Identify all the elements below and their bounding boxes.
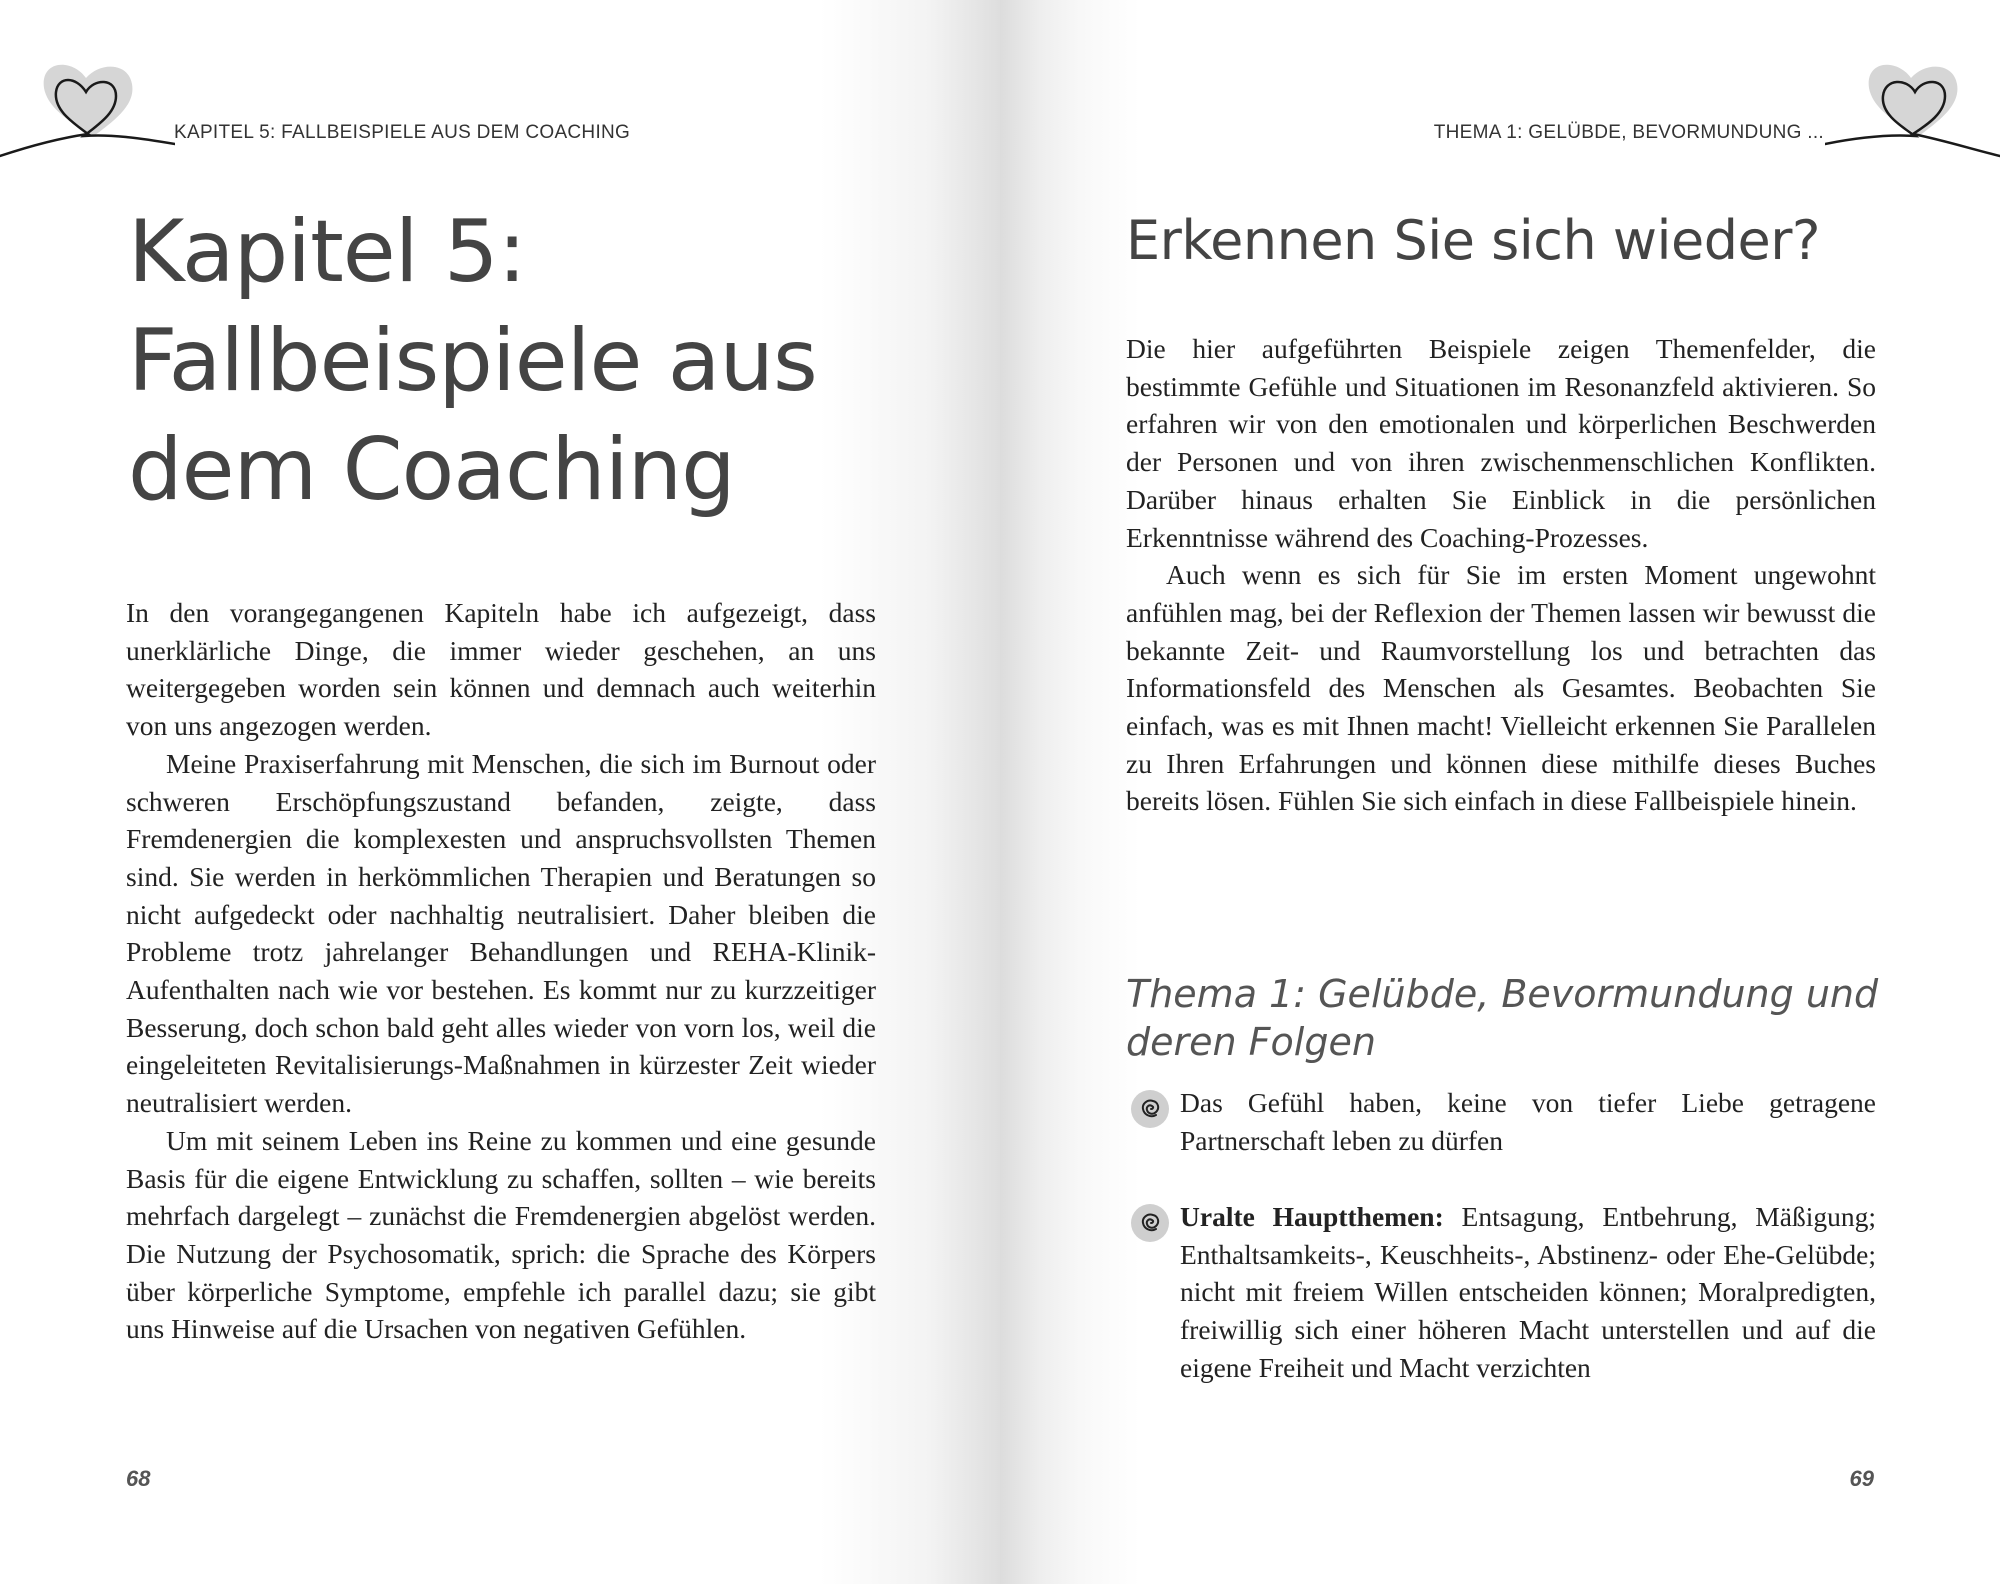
paragraph: Meine Praxiserfahrung mit Menschen, die sich im Burnout oder schweren Erschöpfungszustand befanden, zeigte, dass Fremdenergien die komplexesten und anspruchsvollsten Themen sind. Sie werden in herkömmlichen Therapien und Beratungen so nicht aufgedeckt oder nachhaltig neutralisiert. Daher bleiben die Probleme trotz jahrelanger Behandlungen und REHA-Klinik-Aufenthalten nach wie vor bestehen. Es kommt nur zu kurzzeitiger Besserung, doch schon bald geht alles wieder von vorn los, weil die eingeleiteten Revitalisierungs-Maßnahmen in kürzester Zeit wieder neutralisiert werden. <box>126 747 876 1119</box>
subsection-title-line-1: Thema 1: Gelübde, Bevormundung und <box>1126 972 1879 1016</box>
paragraph: In den vorangegangenen Kapiteln habe ich aufgezeigt, dass unerklärliche Dinge, die immer wieder geschehen, an uns weitergegeben worden sein können und demnach auch weiterhin von uns angezogen werden. <box>126 597 876 742</box>
page-number-right: 69 <box>1849 1466 1874 1491</box>
heart-line-icon <box>1825 40 2000 170</box>
bullet-text: Das Gefühl haben, keine von tiefer Liebe getragene Partnerschaft leben zu dürfen <box>1180 1087 1876 1156</box>
bullet-item <box>1126 1198 1876 1387</box>
chapter-title <box>128 198 817 525</box>
left-body-text <box>126 594 876 1348</box>
paragraph: Die hier aufgeführten Beispiele zeigen Themenfelder, die bestimmte Gefühle und Situationen im Resonanzfeld aktivieren. So erfahren wir von den emotionalen und körperlichen Beschwerden der Personen und von ihren zwischenmenschlichen Konflikten. Darüber hinaus erhalten Sie Einblick in die persönlichen Erkenntnisse während des Coaching-Prozesses. <box>1126 333 1876 553</box>
bullet-body: Entsagung, Entbehrung, Mäßigung; Enthaltsamkeits-, Keuschheits-, Abstinenz- oder Ehe-Gelübde; nicht mit freiem Willen entscheiden können; Moralpredigten, freiwillig sich einer höheren Macht unterstellen und auf die eigene Freiheit und Macht verzichten <box>1180 1201 1876 1383</box>
spiral-icon <box>1129 1201 1173 1245</box>
chapter-title-line-3: dem Coaching <box>128 420 735 520</box>
section-title: Erkennen Sie sich wieder? <box>1126 209 1821 272</box>
bullet-label: Uralte Hauptthemen: <box>1180 1201 1444 1232</box>
heart-line-icon <box>0 40 175 170</box>
right-page <box>1000 0 2000 1584</box>
right-body-text <box>1126 330 1876 820</box>
bullet-item <box>1126 1084 1876 1159</box>
bullet-text <box>1180 1198 1876 1387</box>
chapter-title-line-2: Fallbeispiele aus <box>128 311 817 411</box>
page-number-left: 68 <box>126 1466 151 1491</box>
running-head-left: KAPITEL 5: FALLBEISPIELE AUS DEM COACHING <box>174 122 631 143</box>
paragraph: Um mit seinem Leben ins Reine zu kommen und eine gesunde Basis für die eigene Entwicklung zu schaffen, sollten – wie bereits mehrfach dargelegt – zunächst die Fremdenergien abgelöst werden. Die Nutzung der Psychosomatik, sprich: die Sprache des Körpers über körperliche Symptome, empfehle ich parallel dazu; sie gibt uns Hinweise auf die Ursachen von negativen Gefühlen. <box>126 1124 876 1345</box>
chapter-title-line-1: Kapitel 5: <box>128 202 526 302</box>
subsection-title <box>1126 970 1878 1066</box>
spiral-icon <box>1129 1087 1173 1131</box>
subsection-title-line-2: deren Folgen <box>1126 1020 1376 1064</box>
paragraph: Auch wenn es sich für Sie im ersten Moment ungewohnt anfühlen mag, bei der Reflexion der Themen lassen wir bewusst die bekannte Zeit- und Raumvorstellung los und betrachten das Informationsfeld des Menschen als Gesamtes. Beobachten Sie einfach, was es mit Ihnen macht! Vielleicht erkennen Sie Parallelen zu Ihren Erfahrungen und können diese mithilfe dieses Buches bereits lösen. Fühlen Sie sich einfach in diese Fallbeispiele hinein. <box>1126 559 1876 817</box>
running-head-right: THEMA 1: GELÜBDE, BEVORMUNDUNG ... <box>1433 122 1824 143</box>
